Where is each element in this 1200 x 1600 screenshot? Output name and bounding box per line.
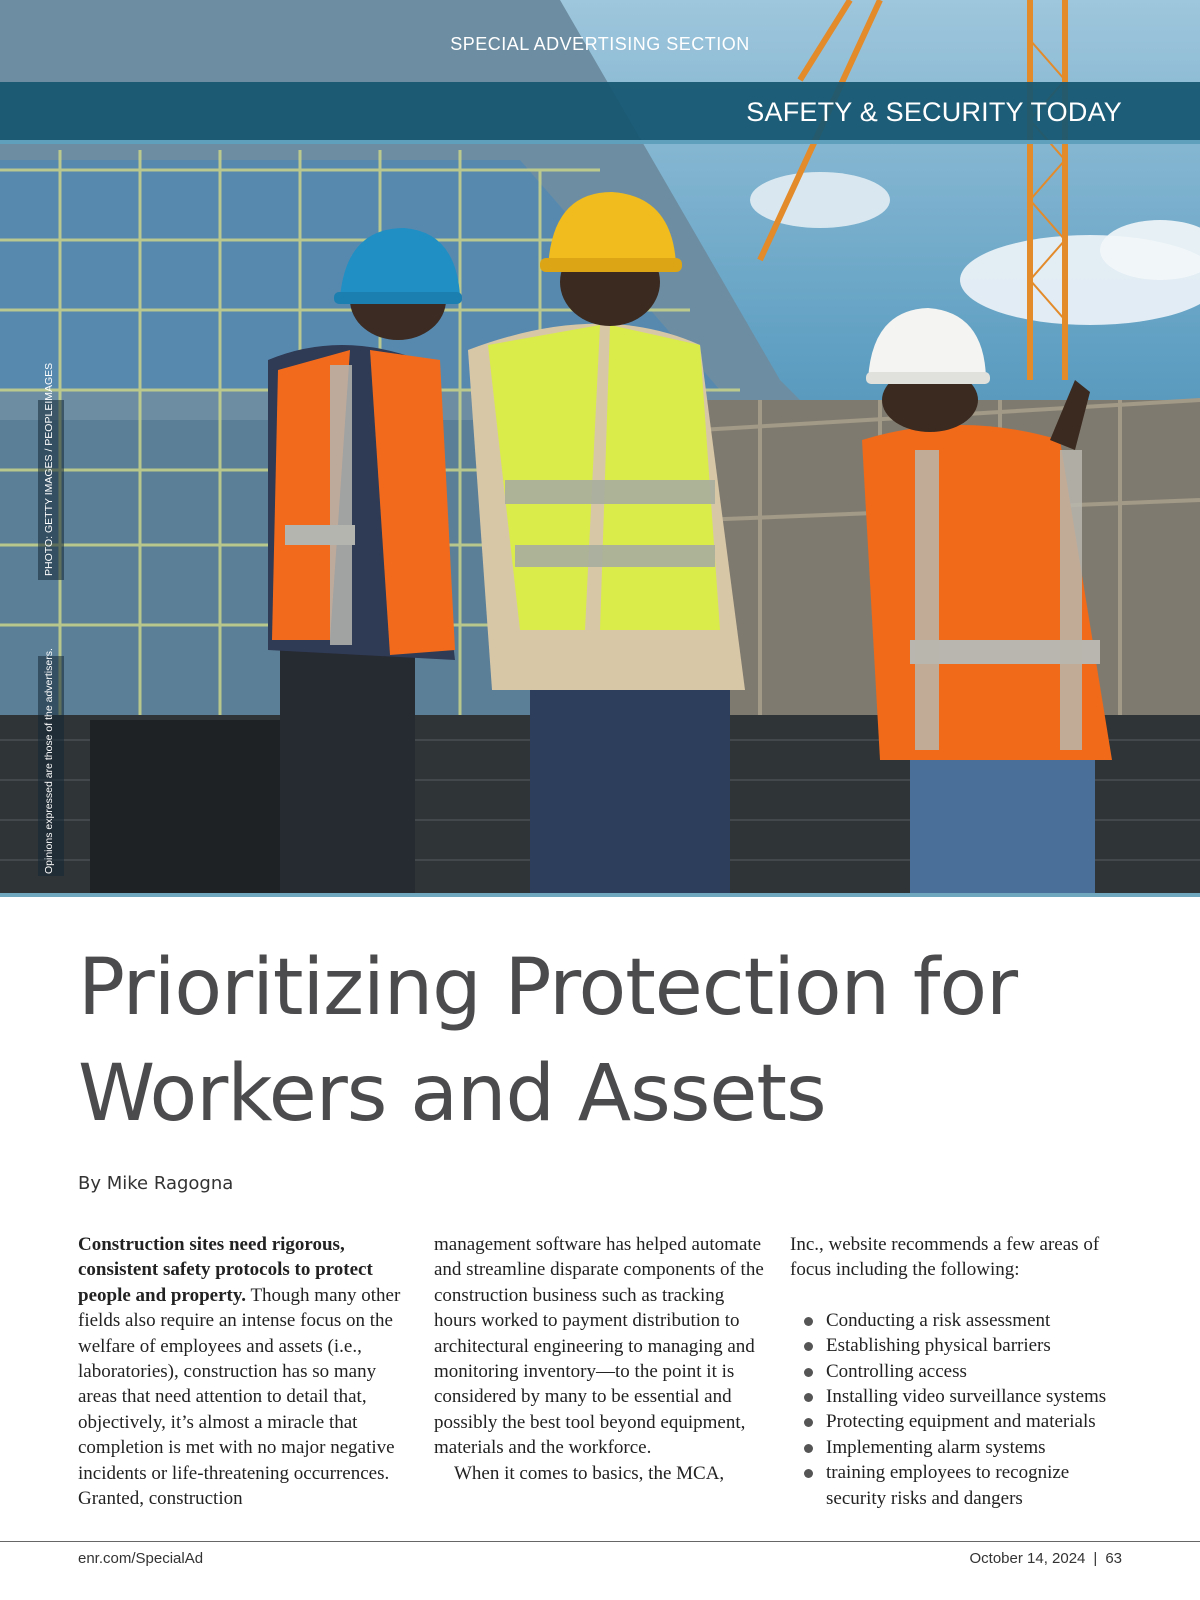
special-advertising-kicker: SPECIAL ADVERTISING SECTION: [450, 34, 750, 54]
body-column-3: [790, 1232, 1130, 1511]
list-item: Establishing physical barriers: [790, 1333, 1130, 1358]
list-item: Conducting a risk assessment: [790, 1308, 1130, 1333]
advertiser-disclaimer-text: Opinions expressed are those of the advertisers.: [43, 648, 55, 874]
column-2-text: management software has helped automate and streamline disparate components of the construction business such as tracking hours worked to payment distribution to architectural engineering to managing and monitoring inventory—to the point it is considered by many to be essential and possibly the best tool beyond equipment, materials and the workforce.: [434, 1234, 764, 1459]
list-item: Installing video surveillance systems: [790, 1384, 1130, 1409]
body-column-1: [78, 1232, 410, 1511]
footer-date-page: [969, 1550, 1122, 1567]
list-item: Controlling access: [790, 1359, 1130, 1384]
footer-separator: |: [1093, 1550, 1098, 1567]
column-1-text: Though many other fields also require an intense focus on the welfare of employees and assets (i.e., laboratories), construction has so many areas that need attention to detail that, objectively, it’s almost a miracle that completion is met with no major negative incidents or life-threatening occurrences. Granted, construction: [78, 1284, 401, 1510]
lead-in: Construction sites need rigorous, consistent safety protocols to protect people and property.: [78, 1234, 373, 1306]
issue-date: October 14, 2024: [969, 1550, 1086, 1567]
headline-line-2: Workers and Assets: [78, 1049, 826, 1139]
photo-credit-text: PHOTO: GETTY IMAGES / PEOPLEIMAGES: [43, 362, 55, 576]
footer-url-link[interactable]: enr.com/SpecialAd: [78, 1550, 204, 1567]
article-headline: [78, 935, 1138, 1147]
byline: By Mike Ragogna: [78, 1173, 234, 1194]
column-2-paragraph-2: When it comes to basics, the MCA,: [454, 1462, 725, 1484]
section-title: SAFETY & SECURITY TODAY: [746, 97, 1122, 127]
list-item: Protecting equipment and materials: [790, 1409, 1130, 1434]
section-banner: [0, 82, 1200, 144]
footer-rule: [0, 1541, 1200, 1542]
photo-credit: [38, 362, 64, 580]
list-item: training employees to recognize security risks and dangers: [790, 1460, 1130, 1511]
body-column-2: [434, 1232, 769, 1486]
headline-line-1: Prioritizing Protection for: [78, 943, 1018, 1033]
advertiser-disclaimer: [38, 648, 64, 876]
column-3-intro: Inc., website recommends a few areas of focus including the following:: [790, 1234, 1100, 1281]
recommendation-list: [790, 1308, 1130, 1511]
hero-bottom-rule: [0, 893, 1200, 897]
page-number: 63: [1105, 1550, 1122, 1567]
list-item: Implementing alarm systems: [790, 1435, 1130, 1460]
